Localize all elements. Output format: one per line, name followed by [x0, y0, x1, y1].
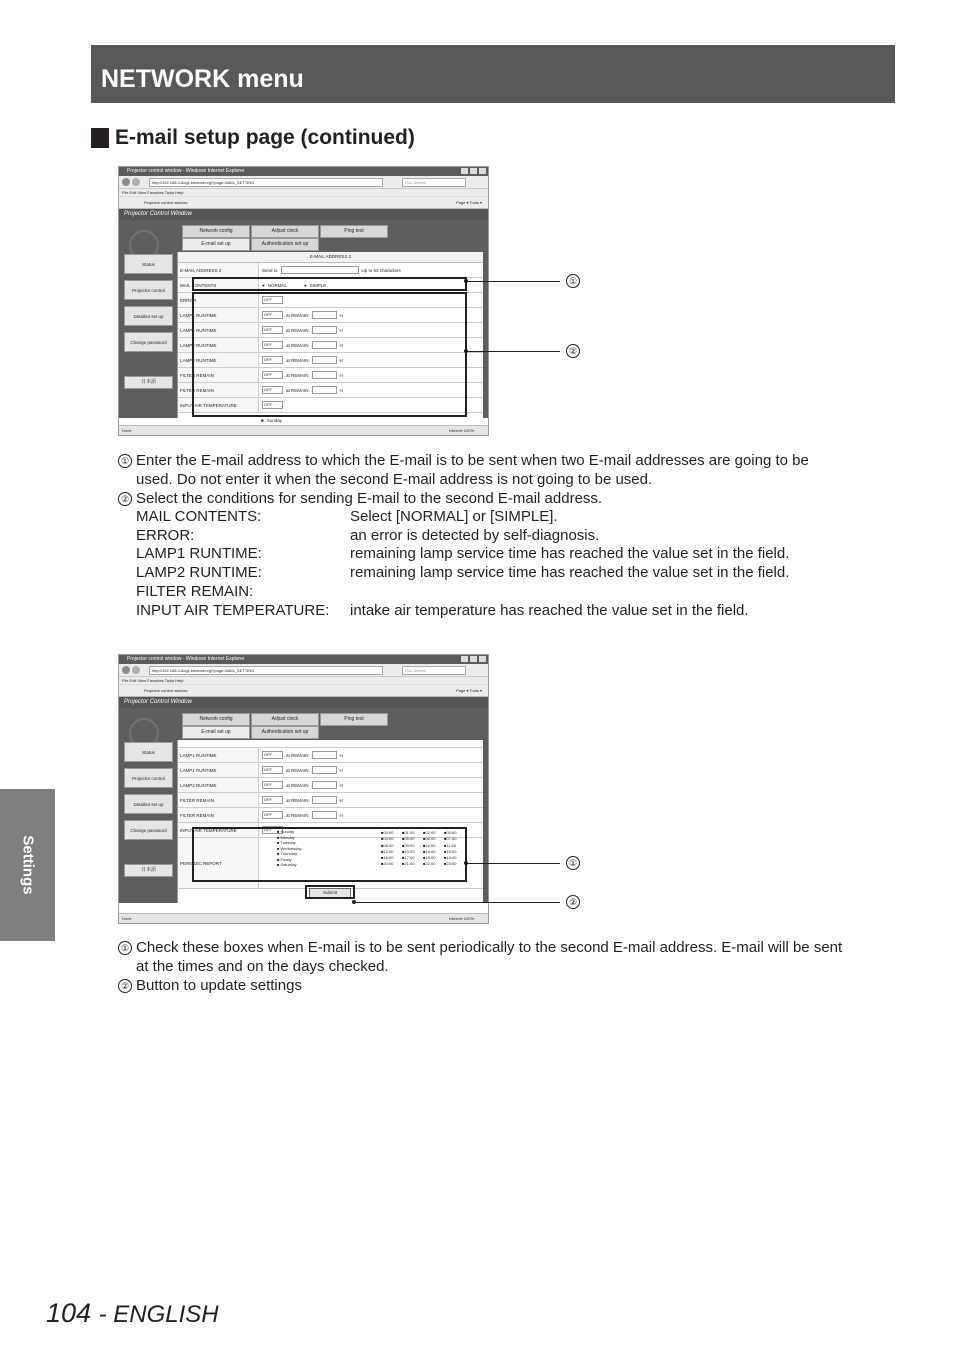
filter-select[interactable]: OFF [262, 811, 283, 819]
section-heading-text: E-mail setup page (continued) [115, 126, 415, 149]
status-right: Internet 100% [449, 916, 474, 921]
day-label: Thursday [280, 851, 298, 856]
minimize-icon[interactable] [461, 656, 468, 662]
side-tab-label: Settings [19, 835, 36, 895]
normal-label: NORMAL [267, 282, 287, 288]
term: LAMP1 RUNTIME: [136, 545, 262, 563]
definition: remaining lamp service time has reached the value set in the field. [350, 564, 790, 582]
time-label: 07:00 [446, 836, 457, 842]
url-field[interactable]: http://192.168.0.8/cgi-bin/main.cgi?page=MAIL_SETTING [149, 178, 383, 187]
term: LAMP2 RUNTIME: [136, 564, 262, 582]
desc2-item2 [118, 977, 302, 996]
day-label: Sunday [280, 829, 295, 834]
status-left: Done [122, 916, 132, 921]
toolbar-right[interactable]: Page ▾ Tools ▾ [456, 200, 482, 205]
email-prefix: Send to [262, 267, 278, 273]
time-item[interactable]: ■13:00 [402, 848, 415, 854]
window-titlebar [119, 167, 488, 176]
time-item[interactable]: ■14:00 [423, 848, 436, 854]
input-air-select[interactable]: OFF [262, 401, 283, 409]
time-item[interactable]: ■11:00 [444, 842, 457, 848]
email-row [178, 263, 483, 278]
lamp2-select[interactable]: OFF [262, 341, 283, 349]
at-remain-label: at REMAIN [286, 357, 309, 363]
tab-auth-setup[interactable]: Authentication set up [251, 238, 319, 251]
at-remain-label: at REMAIN [286, 767, 309, 773]
at-remain-label: at REMAIN [286, 342, 309, 348]
time-item[interactable]: ■05:00 [402, 836, 415, 842]
input-air-label: INPUT AIR TEMPERATURE [178, 823, 259, 837]
section-heading [91, 124, 415, 152]
time-label: 06:00 [425, 836, 436, 842]
desc1-item2 [118, 490, 602, 509]
at-remain-label: at REMAIN [286, 782, 309, 788]
day-label: Wednesday [280, 845, 302, 851]
time-label: 20:00 [383, 861, 394, 867]
lamp2-select[interactable]: OFF [262, 781, 283, 789]
day-item[interactable]: ■ Sunday [277, 829, 295, 834]
lamp2-input[interactable] [312, 781, 337, 789]
tab-email-setup[interactable]: E-mail set up [182, 726, 250, 739]
toolbar-right[interactable]: Page ▾ Tools ▾ [456, 688, 482, 693]
tab-adjust-clock[interactable]: Adjust clock [251, 713, 319, 726]
time-label: 08:00 [383, 842, 394, 848]
time-item[interactable]: ■12:00 [381, 848, 394, 854]
hours-label: H [339, 387, 343, 393]
term: MAIL CONTENTS: [136, 508, 262, 525]
close-icon[interactable] [479, 168, 486, 174]
term: FILTER REMAIN: [136, 582, 254, 600]
status-bar [119, 913, 488, 923]
at-remain-label: at REMAIN [286, 797, 309, 803]
tab-ping-test[interactable]: Ping test [320, 225, 388, 238]
url-field[interactable]: http://192.168.0.8/cgi-bin/main.cgi?page=MAIL_SETTING [149, 666, 383, 675]
side-status-button[interactable]: Status [124, 742, 173, 762]
favorites-bar [119, 197, 488, 209]
filter-input[interactable] [312, 811, 337, 819]
at-remain-label: at REMAIN [286, 327, 309, 333]
at-remain-label: at REMAIN [286, 812, 309, 818]
day-item[interactable]: ■ Saturday [277, 862, 297, 867]
circled-number: ① [118, 941, 132, 955]
side-detailed-setup-button[interactable]: Detailed set up [124, 794, 173, 814]
app-body [119, 708, 488, 903]
language-button[interactable]: 日本語 [124, 864, 173, 877]
time-label: 22:00 [425, 861, 436, 867]
side-status-button[interactable]: Status [124, 254, 173, 274]
time-item[interactable]: ■01:00 [402, 830, 415, 835]
time-label: 11:00 [446, 842, 457, 848]
filter-label: FILTER REMAIN [178, 793, 259, 807]
maximize-icon[interactable] [470, 168, 477, 174]
lamp1-row [178, 748, 483, 763]
time-label: 16:00 [383, 855, 394, 861]
desc2-item1-line2: at the times and on the days checked. [136, 958, 389, 975]
time-label: 15:00 [446, 848, 457, 854]
filter-row [178, 808, 483, 823]
email-input[interactable] [281, 266, 359, 274]
mail-contents-label: MAIL CONTENTS [178, 278, 259, 292]
filter-select[interactable]: OFF [262, 796, 283, 804]
time-item[interactable]: ■03:00 [444, 830, 457, 835]
lamp1-row [178, 763, 483, 778]
at-remain-label: at REMAIN [286, 752, 309, 758]
lamp2-label: LAMP2 RUNTIME [178, 778, 259, 792]
page-footer [46, 1298, 219, 1329]
tab-network-config[interactable]: Network config [182, 225, 250, 238]
callout-box-1 [192, 277, 467, 291]
day-label: Saturday [280, 862, 297, 867]
day-label: Tuesday [280, 840, 296, 845]
callout-line [466, 351, 560, 352]
term: ERROR: [136, 526, 195, 544]
definition: Select [NORMAL] or [SIMPLE]. [350, 508, 558, 525]
menu-bar[interactable]: File Edit View Favorites Tools Help [119, 189, 488, 197]
favorites-bar [119, 685, 488, 697]
hours-label: H [339, 797, 343, 803]
hours-label: H [339, 342, 343, 348]
time-label: 02:00 [425, 830, 436, 835]
email-hint: Up to 63 characters [361, 267, 401, 273]
lamp1-select[interactable]: OFF [262, 326, 283, 334]
lamp2-label: LAMP2 RUNTIME [178, 353, 259, 367]
lamp1-select[interactable]: OFF [262, 751, 283, 759]
callout-box-1 [192, 827, 467, 882]
circled-number: ① [118, 454, 132, 468]
day-item[interactable]: ■ Wednesday [277, 845, 302, 851]
filter-input[interactable] [312, 796, 337, 804]
day-label: Monday [280, 834, 295, 840]
time-item[interactable]: ■10:00 [423, 842, 436, 848]
side-projector-control-button[interactable]: Projector control [124, 768, 173, 788]
app-title: Projector Control Window [119, 209, 488, 220]
submit-button[interactable]: Submit [309, 888, 351, 898]
periodic-report-label: PERIODIC REPORT [178, 838, 259, 888]
definition: intake air temperature has reached the value set in the field. [350, 601, 749, 619]
desc1-item1-line1: Enter the E-mail address to which the E-mail is to be sent when two E-mail addresses are going to be [136, 452, 809, 469]
lamp1-input[interactable] [312, 751, 337, 759]
circled-number: ② [118, 979, 132, 993]
lamp1-label: LAMP1 RUNTIME [178, 748, 259, 762]
callout-number-1: ① [566, 274, 580, 288]
desc2-item2-line1: Button to update settings [136, 977, 302, 994]
time-label: 23:00 [446, 861, 457, 867]
day-label: Friday [280, 856, 292, 862]
side-change-password-button[interactable]: Change password [124, 332, 173, 352]
email-label: E-MAIL ADDRESS 2 [178, 263, 259, 277]
desc2-item1-line1: Check these boxes when E-mail is to be sent periodically to the second E-mail address. E-mail will be sent [136, 939, 843, 956]
close-icon[interactable] [479, 656, 486, 662]
time-item[interactable]: ■19:00 [444, 855, 457, 861]
definition: remaining lamp service time has reached the value set in the field. [350, 545, 790, 563]
time-label: 17:00 [404, 855, 415, 861]
side-change-password-button[interactable]: Change password [124, 820, 173, 840]
hours-label: H [339, 752, 343, 758]
search-field[interactable]: Live Search [402, 666, 466, 675]
side-detailed-setup-button[interactable]: Detailed set up [124, 306, 173, 326]
status-bar [119, 425, 488, 435]
desc1-item1 [118, 452, 809, 471]
footer-language: - ENGLISH [98, 1301, 219, 1328]
time-item[interactable]: ■09:00 [402, 842, 415, 848]
minimize-icon[interactable] [461, 168, 468, 174]
tab-network-config[interactable]: Network config [182, 713, 250, 726]
forward-icon[interactable] [132, 666, 140, 674]
maximize-icon[interactable] [470, 656, 477, 662]
time-label: 14:00 [425, 848, 436, 854]
lamp2-label: LAMP2 RUNTIME [178, 338, 259, 352]
term: INPUT AIR TEMPERATURE: [136, 601, 330, 619]
menu-bar[interactable]: File Edit View Favorites Tools Help [119, 677, 488, 685]
hours-label: H [339, 782, 343, 788]
time-item[interactable]: ■06:00 [423, 836, 436, 842]
time-item[interactable]: ■17:00 [402, 855, 415, 861]
day-item[interactable]: ■ Thursday [277, 851, 298, 856]
callout-line [466, 281, 560, 282]
hours-label: H [339, 372, 343, 378]
input-air-select[interactable]: OFF [262, 826, 283, 834]
lamp2-select[interactable]: OFF [262, 356, 283, 364]
header-title: NETWORK menu [101, 65, 304, 93]
lamp1-input[interactable] [312, 766, 337, 774]
definition: an error is detected by self-diagnosis. [350, 526, 600, 544]
address-bar [119, 664, 488, 677]
window-title: Projector control window - Windows Internet Explorer [127, 656, 245, 662]
callout-box-2 [192, 292, 467, 417]
time-label: 19:00 [446, 855, 457, 861]
input-air-label: INPUT AIR TEMPERATURE [178, 398, 259, 412]
side-tab-settings [0, 789, 55, 941]
address-bar [119, 176, 488, 189]
page-header [91, 45, 895, 103]
time-label: 13:00 [404, 848, 415, 854]
favorite-tab[interactable]: Projector control window [144, 688, 188, 693]
callout-number-1: ① [566, 856, 580, 870]
filter-label: FILTER REMAIN [178, 808, 259, 822]
desc1-item2-line1: Select the conditions for sending E-mail to the second E-mail address. [136, 490, 603, 507]
time-item[interactable]: ■20:00 [381, 861, 394, 867]
browser-screenshot-1 [118, 166, 489, 436]
callout-line [354, 902, 560, 903]
tab-auth-setup[interactable]: Authentication set up [251, 726, 319, 739]
time-item[interactable]: ■22:00 [423, 861, 436, 867]
filter-select[interactable]: OFF [262, 386, 283, 394]
desc1-item1-line2: used. Do not enter it when the second E-mail address is not going to be used. [136, 471, 653, 488]
time-item[interactable]: ■18:00 [423, 855, 436, 861]
lamp2-row [178, 778, 483, 793]
simple-label: SIMPLE [309, 282, 327, 288]
day-label: Sunday [266, 417, 282, 423]
lamp1-select[interactable]: OFF [262, 766, 283, 774]
hours-label: H [339, 767, 343, 773]
hours-label: H [339, 812, 343, 818]
checkbox-icon[interactable]: ■ [261, 417, 264, 423]
tab-ping-test[interactable]: Ping test [320, 713, 388, 726]
time-label: 05:00 [404, 836, 415, 842]
error-select[interactable]: OFF [262, 296, 283, 304]
day-item[interactable]: ■ Monday [277, 834, 295, 840]
callout-line [466, 863, 560, 864]
time-item[interactable]: ■21:00 [402, 861, 415, 867]
filter-label: FILTER REMAIN [178, 368, 259, 382]
window-title: Projector control window - Windows Internet Explorer [127, 168, 245, 174]
time-item[interactable]: ■02:00 [423, 830, 436, 835]
time-label: 01:00 [404, 830, 415, 835]
status-right: Internet 100% [449, 428, 474, 433]
app-title: Projector Control Window [119, 697, 488, 708]
simple-radio-icon[interactable]: ● [303, 282, 307, 288]
square-bullet-icon [91, 128, 109, 148]
window-titlebar [119, 655, 488, 664]
at-remain-label: at REMAIN [286, 312, 309, 318]
filter-row [178, 793, 483, 808]
back-icon[interactable] [122, 666, 130, 674]
time-label: 04:00 [383, 836, 394, 842]
page-number: 104 [46, 1298, 92, 1328]
time-label: 18:00 [425, 855, 436, 861]
back-icon[interactable] [122, 178, 130, 186]
tab-email-setup[interactable]: E-mail set up [182, 238, 250, 251]
lamp1-label: LAMP1 RUNTIME [178, 308, 259, 322]
circled-number: ② [118, 492, 132, 506]
hours-label: H [339, 312, 343, 318]
time-item[interactable]: ■15:00 [444, 848, 457, 854]
form-header: E-MAIL ADDRESS 2 [178, 252, 483, 263]
lamp1-label: LAMP1 RUNTIME [178, 763, 259, 777]
normal-radio-icon[interactable]: ● [262, 282, 265, 288]
time-item[interactable]: ■16:00 [381, 855, 394, 861]
hours-label: H [339, 327, 343, 333]
time-label: 10:00 [425, 842, 436, 848]
time-label: 03:00 [446, 830, 457, 835]
browser-screenshot-2 [118, 654, 489, 924]
error-label: ERROR [178, 293, 259, 307]
day-item[interactable]: ■ Tuesday [277, 840, 296, 845]
desc2-item1 [118, 939, 842, 958]
search-field[interactable]: Live Search [402, 178, 466, 187]
time-item[interactable]: ■00:00 [381, 830, 394, 835]
hours-label: H [339, 357, 343, 363]
callout-number-2: ② [566, 344, 580, 358]
time-item[interactable]: ■07:00 [444, 836, 457, 842]
status-left: Done [122, 428, 132, 433]
time-item[interactable]: ■04:00 [381, 836, 394, 842]
at-remain-label: at REMAIN [286, 372, 309, 378]
language-button[interactable]: 日本語 [124, 376, 173, 389]
app-body [119, 220, 488, 423]
favorite-tab[interactable]: Projector control window [144, 200, 188, 205]
forward-icon[interactable] [132, 178, 140, 186]
filter-select[interactable]: OFF [262, 371, 283, 379]
side-projector-control-button[interactable]: Projector control [124, 280, 173, 300]
time-label: 09:00 [404, 842, 415, 848]
time-item[interactable]: ■08:00 [381, 842, 394, 848]
time-item[interactable]: ■23:00 [444, 861, 457, 867]
callout-number-2: ② [566, 895, 580, 909]
filter-label: FILTER REMAIN [178, 383, 259, 397]
at-remain-label: at REMAIN [286, 387, 309, 393]
time-label: 00:00 [383, 830, 394, 835]
lamp1-label: LAMP1 RUNTIME [178, 323, 259, 337]
callout-box-2 [305, 885, 355, 899]
time-label: 12:00 [383, 848, 394, 854]
tab-adjust-clock[interactable]: Adjust clock [251, 225, 319, 238]
day-item[interactable]: ■ Friday [277, 856, 292, 862]
time-label: 21:00 [404, 861, 415, 867]
lamp1-select[interactable]: OFF [262, 311, 283, 319]
